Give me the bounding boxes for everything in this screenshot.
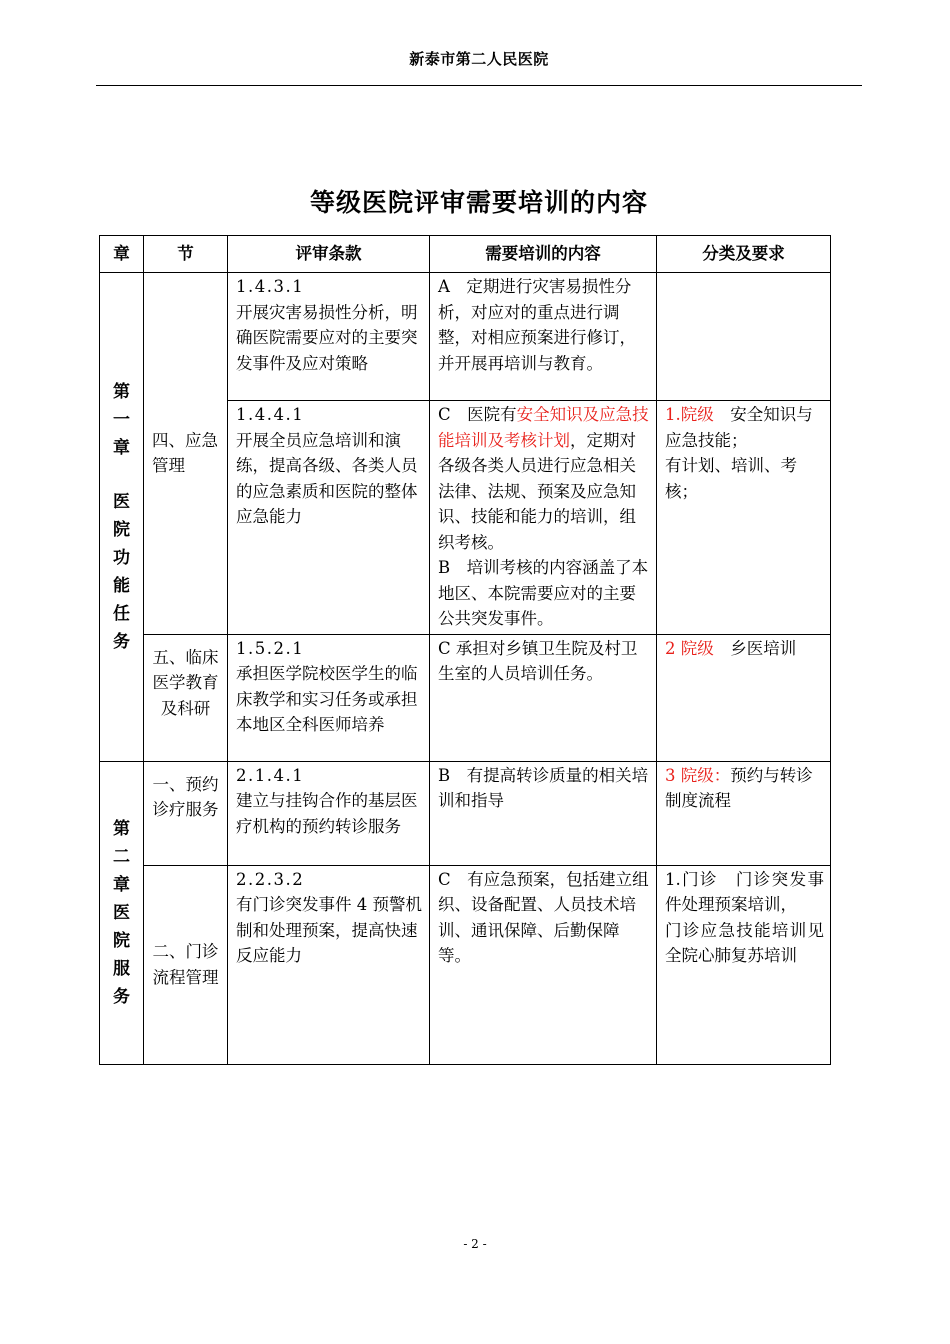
training-cell (430, 401, 657, 635)
clause-text: 承担医学院校医学生的临床教学和实习任务或承担本地区全科医师培养 (236, 664, 418, 734)
section-label: 五、临床医学教育及科研 (152, 647, 219, 718)
section-cell (144, 865, 228, 1064)
clause-number: 2.2.3.2 (236, 869, 305, 889)
training-cell (430, 273, 657, 401)
clause-number: 2.1.4.1 (236, 765, 305, 785)
requirement-cell (657, 401, 831, 635)
chapter-2-cell (100, 761, 144, 1064)
training-text-b: B 培训考核的内容涵盖了本地区、本院需要应对的主要公共突发事件。 (438, 558, 649, 628)
page-title: 等级医院评审需要培训的内容 (309, 188, 648, 217)
col-header-section: 节 (144, 236, 228, 273)
requirement-text: 3 院级：预约与转诊制度流程 (665, 765, 813, 810)
training-cell (430, 634, 657, 761)
col-header-requirements: 分类及要求 (657, 236, 831, 273)
section-label: 一、预约诊疗服务 (152, 774, 219, 819)
chapter-1-cell (100, 273, 144, 762)
requirement-text-2: 有计划、培训、考核； (665, 456, 797, 501)
training-text: A 定期进行灾害易损性分析，对应对的重点进行调整，对相应预案进行修订，并开展再培训与教育。 (438, 277, 636, 373)
table-row (100, 634, 831, 761)
section-label: 二、门诊流程管理 (152, 942, 219, 987)
clause-cell (228, 401, 430, 635)
requirement-text: 2 院级 乡医培训 (665, 638, 797, 658)
table-row (100, 865, 831, 1064)
col-header-chapter: 章 (100, 236, 144, 273)
clause-text: 有门诊突发事件 4 预警机制和处理预案，提高快速反应能力 (236, 895, 422, 965)
requirement-text: 1.门诊 门诊突发事件处理预案培训， (665, 869, 824, 914)
chapter-char: 功 (113, 547, 130, 568)
col-header-clause: 评审条款 (228, 236, 430, 273)
col-header-training: 需要培训的内容 (430, 236, 657, 273)
requirement-level: 1.院级 (665, 405, 714, 424)
chapter-char: 务 (113, 631, 130, 652)
requirement-text-2: 门诊应急技能培训见全院心肺复苏培训 (665, 920, 824, 965)
training-cell (430, 761, 657, 865)
chapter-char: 第 (113, 381, 130, 402)
header-org-name: 新泰市第二人民医院 (409, 50, 549, 68)
training-text: C 承担对乡镇卫生院及村卫生室的人员培训任务。 (438, 638, 638, 683)
page-number: - 2 - (463, 1237, 487, 1251)
requirement-cell (657, 761, 831, 865)
clause-number: 1.4.3.1 (236, 277, 305, 296)
training-highlight: 安全知识及应急技能培训及考核计划 (438, 405, 649, 450)
training-text: B 有提高转诊质量的相关培训和指导 (438, 765, 649, 810)
training-table (99, 235, 831, 1065)
chapter-char: 院 (113, 930, 130, 951)
requirement-cell (657, 865, 831, 1064)
training-cell (430, 865, 657, 1064)
chapter-char: 服 (113, 958, 130, 979)
clause-text: 开展全员应急培训和演练，提高各级、各类人员的应急素质和医院的整体应急能力 (236, 430, 418, 526)
chapter-char: 务 (113, 986, 130, 1007)
requirement-text: 1.院级 安全知识与应急技能； (665, 405, 813, 450)
header-rule (96, 85, 862, 86)
chapter-char: 能 (113, 575, 130, 596)
clause-number: 1.4.4.1 (236, 405, 305, 424)
chapter-char: 一 (113, 409, 130, 430)
clause-cell (228, 273, 430, 401)
section-cell (144, 273, 228, 635)
clause-number: 1.5.2.1 (236, 638, 305, 658)
training-text: C 有应急预案，包括建立组织、设备配置、人员技术培训、通讯保障、后勤保障等。 (438, 869, 649, 965)
clause-text: 建立与挂钩合作的基层医疗机构的预约转诊服务 (236, 791, 418, 836)
section-cell (144, 761, 228, 865)
chapter-char: 章 (113, 437, 130, 458)
clause-text: 开展灾害易损性分析，明确医院需要应对的主要突发事件及应对策略 (236, 302, 418, 373)
requirement-cell (657, 634, 831, 761)
section-label: 四、应急管理 (152, 430, 218, 476)
requirement-cell (657, 273, 831, 401)
table-row (100, 761, 831, 865)
chapter-char: 医 (113, 902, 130, 923)
training-text: C 医院有安全知识及应急技能培训及考核计划，定期对各级各类人员进行应急相关法律、法规、预案及应急知识、技能和能力的培训，组织考核。 (438, 405, 649, 552)
clause-cell (228, 865, 430, 1064)
table-header-row (100, 236, 831, 273)
clause-cell (228, 761, 430, 865)
table-row (100, 273, 831, 401)
chapter-char: 章 (113, 874, 130, 895)
requirement-level: 2 院级 (665, 638, 714, 658)
chapter-char: 任 (113, 603, 130, 624)
clause-cell (228, 634, 430, 761)
requirement-level: 3 院级： (665, 765, 731, 785)
section-cell (144, 634, 228, 761)
chapter-char: 第 (113, 818, 130, 839)
chapter-char: 二 (113, 846, 130, 867)
chapter-char: 医 (113, 491, 130, 512)
chapter-char: 院 (113, 519, 130, 540)
